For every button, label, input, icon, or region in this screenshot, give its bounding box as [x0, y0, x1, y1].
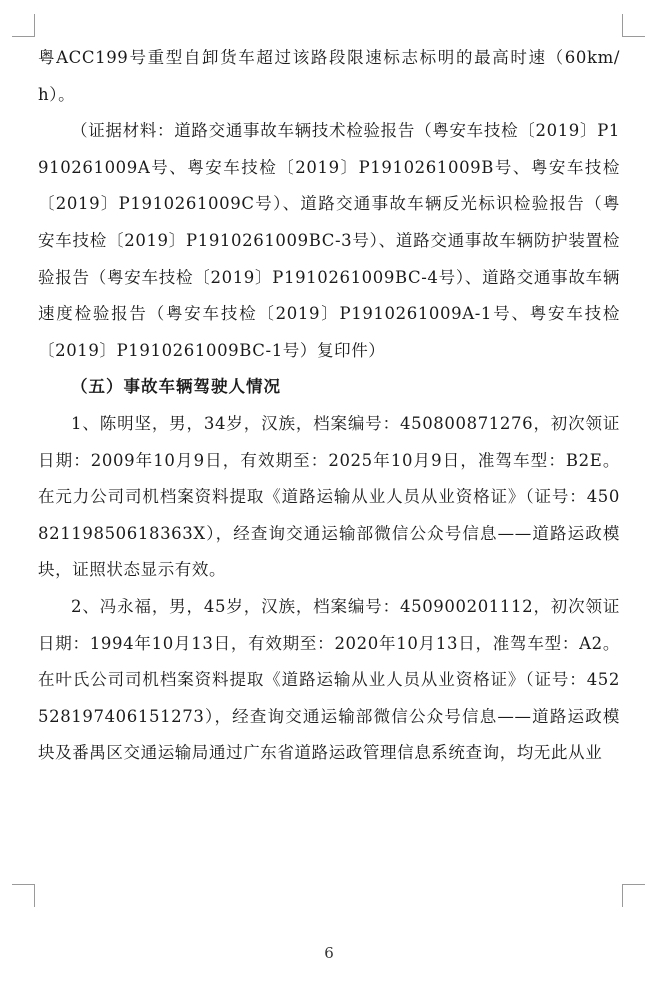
- paragraph-driver-1: 1、陈明坚，男，34岁，汉族，档案编号：450800871276，初次领证日期：2009年10月9日，有效期至：2025年10月9日，准驾车型：B2E。在元力公司司机档案资料提取《道路运输从业人员从业资格证》（证号：450821198506183​63X），经查询交通运输部微信公众号信息——道路运政模块，证照状态显示有效。: [38, 413, 620, 580]
- crop-mark-bottom-right: [622, 884, 645, 907]
- paragraph-evidence-materials: （证据材料：道路交通事故车辆技术检验报告（粤安车技检〔2019〕P1910261009A号、粤安车技检〔2019〕P1910261009B号、粤安车技检〔2019〕P1910261009C号）、道路交通事故车辆反光标识检验报告（粤安车技检〔2019〕P1910261009BC-3号）、道路交通事故车辆防护装置检验报告（粤安车技检〔2019〕P1910261009BC-4号）、道路交通事故车辆速度检验报告（粤安车技检〔2019〕P1910261009A-1号、粤安车技检〔2019〕P1910261009BC-1号）复印件）: [38, 121, 620, 360]
- section-heading-drivers: （五）事故车辆驾驶人情况: [71, 377, 281, 397]
- page-number: 6: [324, 944, 334, 962]
- paragraph-driver-2: 2、冯永福，男，45岁，汉族，档案编号：450900201112，初次领证日期：1994年10月13日，有效期至：2020年10月13日，准驾车型：A2。在叶氏公司司机档案资料提取《道路运输从业人员从业资格证》（证号：452528197406151273），经查询交通运输部微信公众号信息——道路运政模块及番禺区交通运输局通过广东省道路运政管理信息系统查询，均无此从业: [38, 596, 620, 763]
- paragraph-speed-finding: 粤ACC199号重型自卸货车超过该路段限速标志标明的最高时速（60km/h）。: [38, 48, 620, 104]
- document-body: [38, 40, 620, 772]
- crop-mark-top-left: [12, 14, 35, 37]
- crop-mark-bottom-left: [12, 884, 35, 907]
- crop-mark-top-right: [622, 14, 645, 37]
